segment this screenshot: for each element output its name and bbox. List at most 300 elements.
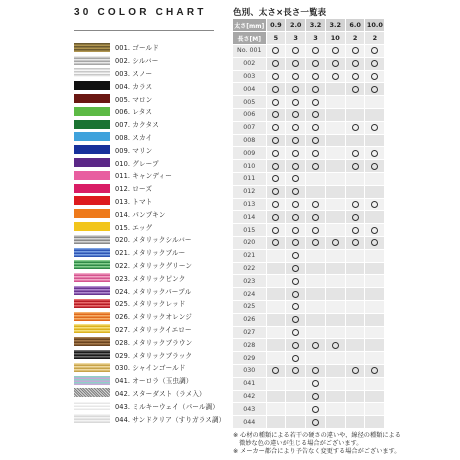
color-swatch — [74, 235, 110, 244]
availability-cell — [266, 403, 286, 416]
table-row — [233, 249, 385, 262]
length-value: 10 — [325, 32, 345, 45]
color-item — [74, 387, 224, 400]
available-circle-icon — [352, 73, 359, 80]
color-label: 014. パンプキン — [115, 210, 166, 219]
availability-cell — [286, 134, 306, 147]
availability-cell — [325, 57, 345, 70]
color-label: 030. シャインゴールド — [115, 364, 186, 373]
available-circle-icon — [292, 252, 299, 259]
color-label: 027. メタリックイエロー — [115, 325, 192, 334]
availability-cell — [306, 160, 326, 173]
availability-cell — [286, 352, 306, 365]
availability-cell — [345, 198, 365, 211]
availability-cell — [306, 185, 326, 198]
thickness-value: 3.2 — [325, 19, 345, 32]
color-number: 013 — [233, 198, 266, 211]
availability-cell — [365, 198, 385, 211]
availability-cell — [266, 416, 286, 429]
availability-cell — [286, 313, 306, 326]
availability-cell — [266, 211, 286, 224]
color-label: 041. オーロラ（玉虫調） — [115, 377, 193, 386]
table-row — [233, 45, 385, 58]
availability-cell — [306, 262, 326, 275]
color-item — [74, 323, 224, 336]
available-circle-icon — [371, 367, 378, 374]
available-circle-icon — [272, 239, 279, 246]
available-circle-icon — [292, 214, 299, 221]
color-number: 011 — [233, 173, 266, 186]
availability-cell — [286, 416, 306, 429]
availability-cell — [365, 45, 385, 58]
available-circle-icon — [352, 150, 359, 157]
availability-cell — [325, 147, 345, 160]
available-circle-icon — [312, 342, 319, 349]
availability-cell — [345, 173, 365, 186]
color-swatch — [74, 56, 110, 65]
color-swatch — [74, 388, 110, 397]
available-circle-icon — [292, 99, 299, 106]
availability-cell — [345, 326, 365, 339]
color-swatch — [74, 132, 110, 141]
availability-cell — [266, 390, 286, 403]
color-number: 005 — [233, 96, 266, 109]
available-circle-icon — [292, 175, 299, 182]
availability-cell — [325, 237, 345, 250]
available-circle-icon — [292, 47, 299, 54]
availability-cell — [306, 390, 326, 403]
availability-cell — [365, 173, 385, 186]
available-circle-icon — [312, 150, 319, 157]
availability-cell — [325, 249, 345, 262]
table-row — [233, 70, 385, 83]
color-label: 003. スノー — [115, 69, 153, 78]
color-number: 020 — [233, 237, 266, 250]
availability-cell — [266, 198, 286, 211]
availability-cell — [266, 326, 286, 339]
availability-cell — [266, 301, 286, 314]
availability-cell — [266, 249, 286, 262]
availability-cell — [365, 96, 385, 109]
availability-cell — [286, 365, 306, 378]
table-row — [233, 57, 385, 70]
color-swatch — [74, 260, 110, 269]
color-label: 023. メタリックピンク — [115, 274, 186, 283]
availability-cell — [365, 70, 385, 83]
color-number: 009 — [233, 147, 266, 160]
color-item — [74, 374, 224, 387]
color-label: 024. メタリックパープル — [115, 287, 192, 296]
available-circle-icon — [332, 239, 339, 246]
availability-cell — [365, 339, 385, 352]
table-row — [233, 173, 385, 186]
availability-cell — [306, 173, 326, 186]
availability-cell — [345, 313, 365, 326]
available-circle-icon — [292, 124, 299, 131]
availability-cell — [365, 237, 385, 250]
available-circle-icon — [352, 124, 359, 131]
color-number: 006 — [233, 109, 266, 122]
table-row — [233, 403, 385, 416]
availability-cell — [345, 134, 365, 147]
available-circle-icon — [292, 201, 299, 208]
availability-cell — [365, 160, 385, 173]
availability-cell — [286, 262, 306, 275]
availability-cell — [286, 211, 306, 224]
availability-cell — [266, 160, 286, 173]
color-number: 025 — [233, 301, 266, 314]
length-value: 5 — [266, 32, 286, 45]
availability-cell — [286, 185, 306, 198]
availability-cell — [286, 198, 306, 211]
availability-cell — [345, 70, 365, 83]
length-header-label: 長さ[M] — [233, 32, 266, 45]
availability-cell — [286, 160, 306, 173]
color-label: 026. メタリックオレンジ — [115, 313, 192, 322]
availability-cell — [286, 288, 306, 301]
availability-cell — [286, 109, 306, 122]
color-swatch — [74, 337, 110, 346]
table-row — [233, 121, 385, 134]
availability-cell — [325, 339, 345, 352]
available-circle-icon — [292, 329, 299, 336]
color-number: 002 — [233, 57, 266, 70]
availability-cell — [266, 262, 286, 275]
color-label: 010. グレープ — [115, 159, 159, 168]
thickness-header-label: 太さ[mm] — [233, 19, 266, 32]
color-item — [74, 335, 224, 348]
color-label: 043. ミルキーウェイ（パール調） — [115, 402, 219, 411]
color-item — [74, 259, 224, 272]
color-number: 004 — [233, 83, 266, 96]
available-circle-icon — [312, 201, 319, 208]
available-circle-icon — [272, 150, 279, 157]
table-row — [233, 301, 385, 314]
available-circle-icon — [332, 47, 339, 54]
color-swatch — [74, 158, 110, 167]
availability-cell — [325, 109, 345, 122]
available-circle-icon — [371, 239, 378, 246]
availability-cell — [306, 301, 326, 314]
available-circle-icon — [292, 342, 299, 349]
color-item — [74, 156, 224, 169]
availability-cell — [325, 70, 345, 83]
color-swatch — [74, 312, 110, 321]
availability-cell — [266, 377, 286, 390]
availability-cell — [306, 339, 326, 352]
available-circle-icon — [352, 163, 359, 170]
availability-cell — [306, 224, 326, 237]
availability-cell — [365, 352, 385, 365]
available-circle-icon — [312, 380, 319, 387]
color-swatch — [74, 196, 110, 205]
availability-cell — [286, 70, 306, 83]
color-swatch — [74, 273, 110, 282]
color-item — [74, 169, 224, 182]
color-item — [74, 348, 224, 361]
availability-cell — [266, 121, 286, 134]
availability-cell — [325, 313, 345, 326]
length-header-row — [233, 32, 385, 45]
availability-cell — [266, 109, 286, 122]
availability-cell — [266, 288, 286, 301]
color-item — [74, 79, 224, 92]
availability-cell — [325, 134, 345, 147]
availability-cell — [266, 352, 286, 365]
color-item — [74, 92, 224, 105]
color-swatch — [74, 299, 110, 308]
available-circle-icon — [272, 124, 279, 131]
availability-cell — [325, 211, 345, 224]
available-circle-icon — [292, 163, 299, 170]
table-row — [233, 365, 385, 378]
availability-cell — [286, 403, 306, 416]
available-circle-icon — [371, 47, 378, 54]
color-swatch — [74, 81, 110, 90]
availability-cell — [325, 288, 345, 301]
availability-cell — [345, 390, 365, 403]
available-circle-icon — [272, 227, 279, 234]
color-item — [74, 131, 224, 144]
table-row — [233, 198, 385, 211]
color-label: 028. メタリックブラウン — [115, 338, 193, 347]
availability-cell — [306, 96, 326, 109]
available-circle-icon — [371, 163, 378, 170]
color-number: 012 — [233, 185, 266, 198]
length-value: 2 — [365, 32, 385, 45]
available-circle-icon — [352, 47, 359, 54]
available-circle-icon — [292, 188, 299, 195]
available-circle-icon — [292, 137, 299, 144]
color-item — [74, 207, 224, 220]
color-swatch — [74, 324, 110, 333]
table-row — [233, 326, 385, 339]
availability-cell — [345, 301, 365, 314]
availability-cell — [306, 403, 326, 416]
color-number: 043 — [233, 403, 266, 416]
available-circle-icon — [272, 47, 279, 54]
table-row — [233, 109, 385, 122]
available-circle-icon — [371, 73, 378, 80]
availability-cell — [306, 275, 326, 288]
availability-cell — [266, 70, 286, 83]
available-circle-icon — [272, 60, 279, 67]
availability-cell — [365, 109, 385, 122]
color-swatch — [74, 209, 110, 218]
availability-cell — [325, 160, 345, 173]
availability-cell — [306, 45, 326, 58]
availability-cell — [325, 301, 345, 314]
thickness-value: 2.0 — [286, 19, 306, 32]
availability-cell — [266, 224, 286, 237]
availability-cell — [306, 377, 326, 390]
color-item — [74, 233, 224, 246]
color-swatch — [74, 107, 110, 116]
color-number: 029 — [233, 352, 266, 365]
availability-cell — [286, 390, 306, 403]
availability-cell — [345, 237, 365, 250]
color-swatch — [74, 43, 110, 52]
color-label: 006. レタス — [115, 108, 153, 117]
available-circle-icon — [312, 367, 319, 374]
availability-cell — [266, 237, 286, 250]
availability-cell — [365, 57, 385, 70]
color-item — [74, 182, 224, 195]
availability-cell — [306, 365, 326, 378]
availability-cell — [365, 365, 385, 378]
available-circle-icon — [292, 111, 299, 118]
availability-cell — [345, 83, 365, 96]
table-row — [233, 134, 385, 147]
availability-cell — [365, 390, 385, 403]
availability-cell — [345, 96, 365, 109]
availability-cell — [325, 262, 345, 275]
color-item — [74, 399, 224, 412]
available-circle-icon — [312, 406, 319, 413]
availability-cell — [345, 185, 365, 198]
color-number: No. 001 — [233, 45, 266, 58]
color-swatch — [74, 350, 110, 359]
available-circle-icon — [292, 278, 299, 285]
availability-cell — [266, 275, 286, 288]
available-circle-icon — [352, 239, 359, 246]
color-swatch — [74, 286, 110, 295]
color-item — [74, 67, 224, 80]
available-circle-icon — [312, 111, 319, 118]
availability-cell — [365, 275, 385, 288]
color-label: 021. メタリックブルー — [115, 249, 186, 258]
available-circle-icon — [272, 175, 279, 182]
color-item — [74, 310, 224, 323]
availability-cell — [365, 313, 385, 326]
color-number: 026 — [233, 313, 266, 326]
availability-cell — [325, 326, 345, 339]
availability-cell — [306, 237, 326, 250]
color-label: 001. ゴールド — [115, 44, 159, 53]
availability-cell — [266, 134, 286, 147]
available-circle-icon — [292, 367, 299, 374]
available-circle-icon — [272, 86, 279, 93]
available-circle-icon — [352, 227, 359, 234]
color-swatch — [74, 94, 110, 103]
availability-cell — [325, 224, 345, 237]
color-label: 008. スカイ — [115, 133, 153, 142]
color-label: 015. エッグ — [115, 223, 153, 232]
availability-cell — [345, 365, 365, 378]
available-circle-icon — [292, 227, 299, 234]
color-swatch — [74, 248, 110, 257]
color-label: 029. メタリックブラック — [115, 351, 193, 360]
availability-cell — [286, 326, 306, 339]
chart-title: 30 COLOR CHART — [74, 7, 207, 18]
availability-cell — [266, 147, 286, 160]
available-circle-icon — [371, 60, 378, 67]
available-circle-icon — [312, 419, 319, 426]
availability-cell — [266, 83, 286, 96]
available-circle-icon — [312, 393, 319, 400]
availability-cell — [365, 224, 385, 237]
table-row — [233, 416, 385, 429]
color-swatch — [74, 414, 110, 423]
footnote-line: 微妙な色の違いが生じる場合がございます。 — [233, 440, 363, 447]
availability-cell — [345, 121, 365, 134]
availability-cell — [306, 416, 326, 429]
color-item — [74, 246, 224, 259]
availability-cell — [365, 288, 385, 301]
available-circle-icon — [312, 60, 319, 67]
available-circle-icon — [352, 214, 359, 221]
availability-cell — [365, 121, 385, 134]
availability-cell — [266, 185, 286, 198]
available-circle-icon — [272, 201, 279, 208]
table-row — [233, 237, 385, 250]
footnote-line: ※ メーカー都合により予告なく変更する場合がございます。 — [233, 448, 401, 455]
available-circle-icon — [312, 163, 319, 170]
available-circle-icon — [292, 86, 299, 93]
color-number: 007 — [233, 121, 266, 134]
color-label: 011. キャンディー — [115, 172, 172, 181]
availability-cell — [325, 45, 345, 58]
availability-cell — [325, 352, 345, 365]
color-label: 007. カクタス — [115, 121, 159, 130]
color-label: 012. ローズ — [115, 185, 153, 194]
availability-cell — [306, 147, 326, 160]
available-circle-icon — [352, 201, 359, 208]
color-item — [74, 412, 224, 425]
color-number: 030 — [233, 365, 266, 378]
availability-cell — [306, 198, 326, 211]
availability-cell — [286, 121, 306, 134]
color-item — [74, 41, 224, 54]
availability-cell — [325, 96, 345, 109]
available-circle-icon — [312, 124, 319, 131]
availability-cell — [365, 211, 385, 224]
availability-cell — [365, 147, 385, 160]
available-circle-icon — [332, 73, 339, 80]
color-number: 022 — [233, 262, 266, 275]
table-row — [233, 160, 385, 173]
availability-cell — [345, 249, 365, 262]
availability-cell — [306, 313, 326, 326]
availability-cell — [345, 339, 365, 352]
availability-cell — [365, 134, 385, 147]
availability-cell — [325, 377, 345, 390]
availability-cell — [266, 313, 286, 326]
availability-cell — [345, 160, 365, 173]
availability-cell — [266, 96, 286, 109]
available-circle-icon — [332, 342, 339, 349]
table-row — [233, 275, 385, 288]
availability-cell — [345, 416, 365, 429]
availability-cell — [325, 416, 345, 429]
availability-cell — [325, 198, 345, 211]
available-circle-icon — [272, 137, 279, 144]
color-label: 005. マロン — [115, 95, 153, 104]
availability-cell — [345, 57, 365, 70]
color-number: 042 — [233, 390, 266, 403]
availability-cell — [286, 275, 306, 288]
table-row — [233, 352, 385, 365]
color-swatch — [74, 376, 110, 385]
color-item — [74, 143, 224, 156]
table-row — [233, 288, 385, 301]
color-number: 028 — [233, 339, 266, 352]
availability-cell — [345, 288, 365, 301]
available-circle-icon — [312, 137, 319, 144]
availability-cell — [306, 288, 326, 301]
color-number: 023 — [233, 275, 266, 288]
available-circle-icon — [371, 227, 378, 234]
